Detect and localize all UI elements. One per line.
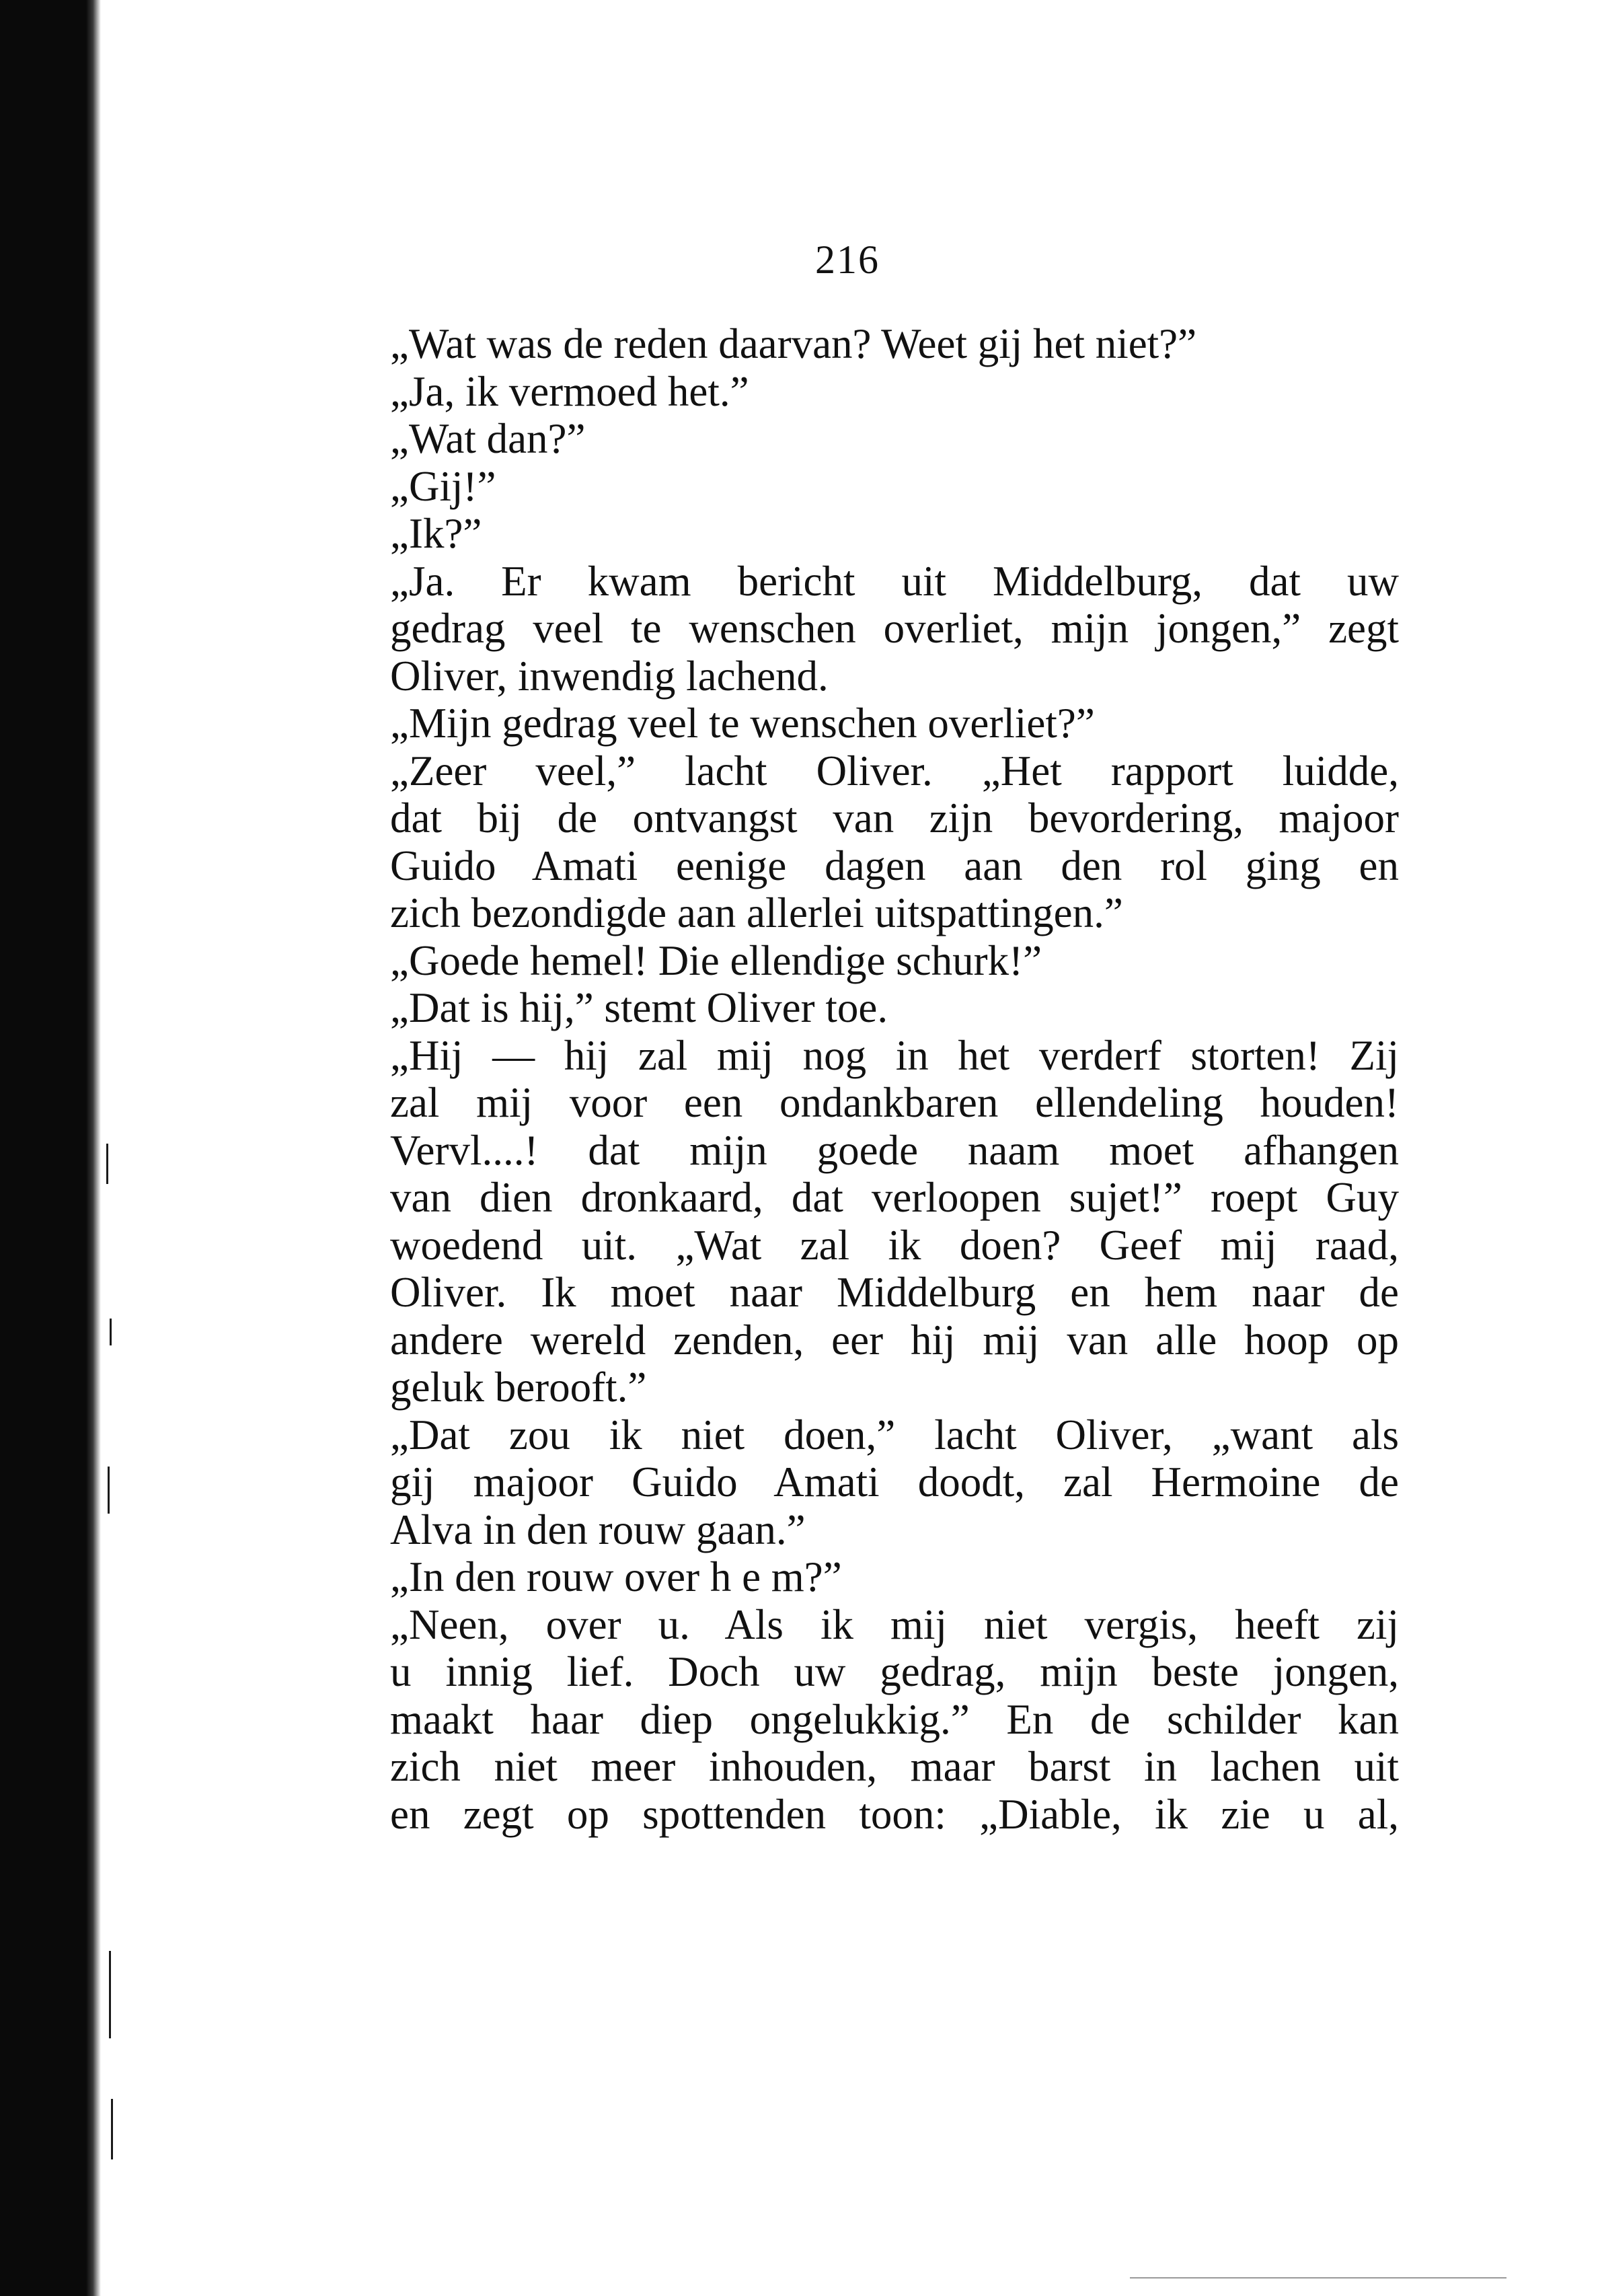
text-line: „Ik?” [390,510,482,557]
text-line: „Neen, over u. Als ik mij niet vergis, heeft zij [390,1600,1399,1648]
gutter-speck [111,2099,113,2159]
text-line: „Zeer veel,” lacht Oliver. „Het rapport luidde, [390,747,1399,794]
text-line: „Dat zou ik niet doen,” lacht Oliver, „want als [390,1411,1399,1458]
text-line: en zegt op spottenden toon: „Diable, ik zie u al, [390,1790,1399,1838]
text-line: „Ja, ik vermoed het.” [390,367,749,415]
text-line: u innig lief. Doch uw gedrag, mijn beste jongen, [390,1648,1399,1695]
binding-gutter-shadow [0,0,101,2296]
text-line: „Mijn gedrag veel te wenschen overliet?” [390,700,1095,747]
gutter-speck [106,1144,108,1184]
gutter-speck [109,1951,111,2038]
gutter-speck [110,1319,112,1345]
body-text [390,320,1399,1838]
text-line: gij majoor Guido Amati doodt, zal Hermoine de [390,1458,1399,1506]
text-line: „Dat is hij,” stemt Oliver toe. [390,984,888,1031]
text-line: van dien dronkaard, dat verloopen sujet!” roept Guy [390,1174,1399,1221]
text-line: „Ja. Er kwam bericht uit Middelburg, dat uw [390,557,1399,605]
text-line: gedrag veel te wenschen overliet, mijn jongen,” zegt [390,605,1399,652]
text-line: zich niet meer inhouden, maar barst in lachen uit [390,1743,1399,1790]
text-line: woedend uit. „Wat zal ik doen? Geef mij raad, [390,1221,1399,1269]
text-line: zal mij voor een ondankbaren ellendeling houden! [390,1079,1399,1126]
text-line: „Gij!” [390,462,496,510]
text-line: maakt haar diep ongelukkig.” En de schilder kan [390,1695,1399,1743]
bottom-edge-rule [1130,2277,1506,2279]
text-line: Oliver, inwendig lachend. [390,652,829,700]
text-line: „Goede hemel! Die ellendige schurk!” [390,936,1042,984]
gutter-speck [108,1467,110,1514]
text-line: Alva in den rouw gaan.” [390,1506,806,1553]
text-line: andere wereld zenden, eer hij mij van alle hoop op [390,1316,1399,1364]
text-line: Guido Amati eenige dagen aan den rol ging en [390,842,1399,889]
text-line: „Wat dan?” [390,415,586,462]
text-line: zich bezondigde aan allerlei uitspattingen.” [390,889,1123,936]
text-line: „Wat was de reden daarvan? Weet gij het niet?” [390,320,1197,367]
page-number: 216 [815,237,880,282]
text-line: geluk berooft.” [390,1364,647,1411]
text-line: Vervl....! dat mijn goede naam moet afhangen [390,1126,1399,1174]
text-line: „Hij — hij zal mij nog in het verderf storten! Zij [390,1031,1399,1079]
text-line: dat bij de ontvangst van zijn bevordering, majoor [390,794,1399,842]
text-line: Oliver. Ik moet naar Middelburg en hem naar de [390,1269,1399,1316]
text-line: „In den rouw over h e m?” [390,1553,842,1600]
